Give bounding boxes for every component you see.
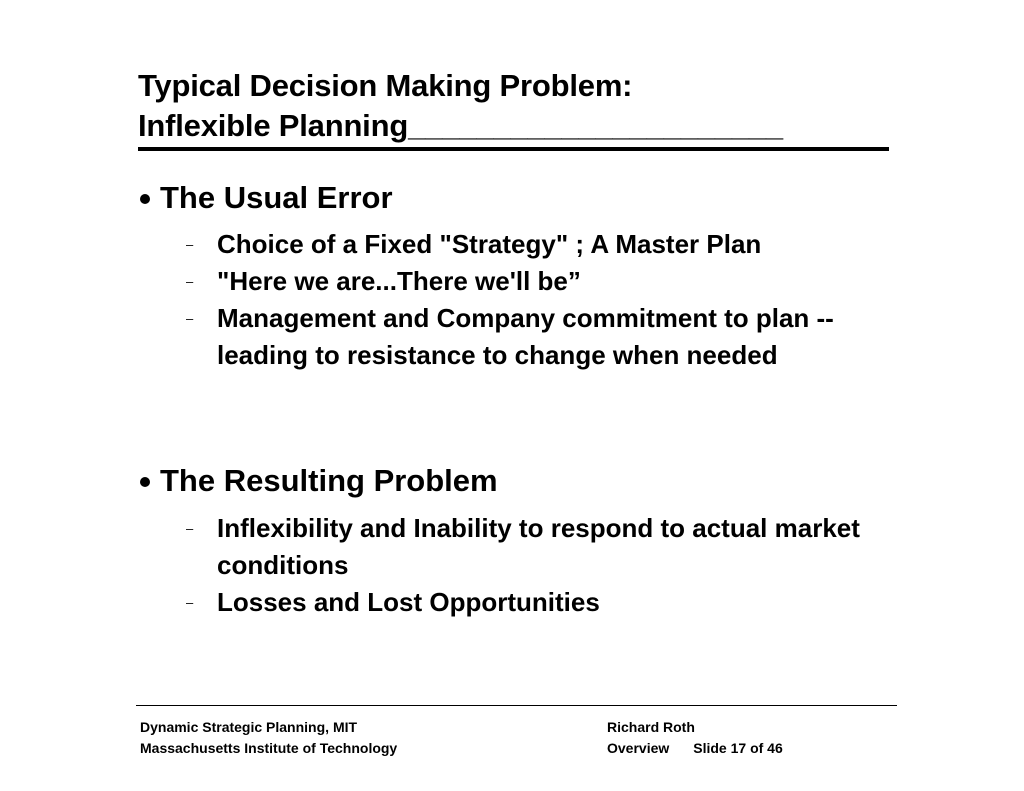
title-line-1: Typical Decision Making Problem: [138, 68, 633, 103]
list-item-text: Choice of a Fixed "Strategy" ; A Master Plan [217, 229, 762, 259]
list-item [186, 584, 886, 621]
list-item-text: Losses and Lost Opportunities [217, 587, 600, 617]
bullet-dot-icon [140, 194, 150, 204]
section-heading-resulting-problem [140, 461, 498, 501]
list-item [186, 300, 886, 374]
dash-bullet-icon: – [186, 595, 194, 610]
footer-section-line [607, 738, 783, 759]
footer-left [140, 717, 397, 759]
title-line-2: Inflexible Planning______________________ [138, 108, 783, 143]
list-item-text: Inflexibility and Inability to respond to actual market conditions [217, 513, 860, 580]
dash-bullet-icon: – [186, 274, 194, 289]
section-heading-text: The Usual Error [160, 180, 393, 215]
footer-course: Dynamic Strategic Planning, MIT [140, 719, 358, 735]
list-item-text: "Here we are...There we'll be” [217, 266, 581, 296]
footer-slide-number: Slide 17 of 46 [693, 740, 783, 756]
footer-section: Overview [607, 740, 670, 756]
footer-divider [136, 705, 897, 706]
footer-right [607, 717, 783, 759]
footer-author: Richard Roth [607, 719, 695, 735]
list-item [186, 510, 886, 584]
list-item [186, 226, 886, 263]
section-heading-text: The Resulting Problem [160, 463, 498, 498]
dash-bullet-icon: – [186, 237, 194, 252]
list-item-text: Management and Company commitment to plan -- leading to resistance to change when needed [217, 303, 834, 370]
dash-bullet-icon: – [186, 521, 194, 536]
bullet-dot-icon [140, 477, 150, 487]
list-item [186, 263, 886, 300]
slide-title [138, 66, 783, 146]
section-heading-usual-error [140, 178, 393, 218]
footer-institution: Massachusetts Institute of Technology [140, 740, 398, 756]
dash-bullet-icon: – [186, 311, 194, 326]
title-underline [138, 147, 889, 151]
